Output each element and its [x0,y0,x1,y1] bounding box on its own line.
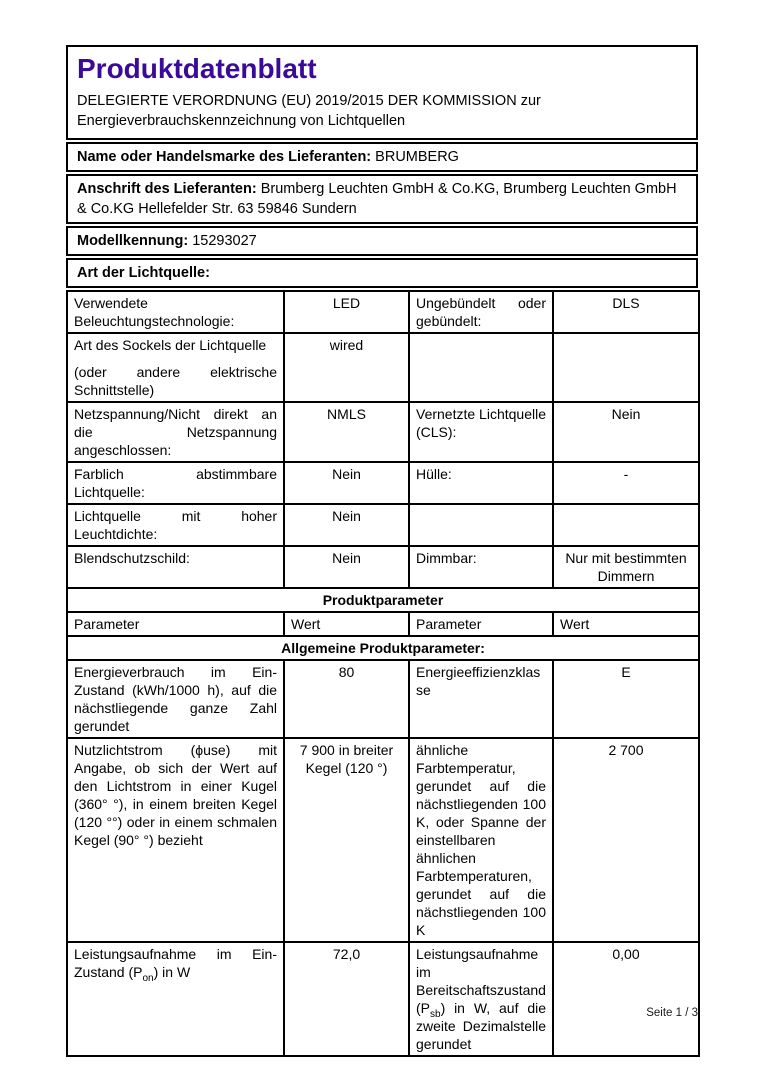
parameters-table [66,290,700,1057]
parameter-cell: Hülle: [409,462,553,504]
column-header: Parameter [409,612,553,636]
parameter-cell: Nutzlichtstrom (ϕuse) mit Angabe, ob sich der Wert auf den Lichtstrom in einer Kugel (360° °), in einem breiten Kegel (120 °°) oder in einem schmalen Kegel (90° °) bezieht [67,738,284,942]
subsection-header-row [67,636,699,660]
section-header-row [67,588,699,612]
table-row [67,660,699,738]
parameter-cell: Verwendete Beleuchtungstechnologie: [67,291,284,333]
table-row [67,504,699,546]
parameter-text-line2: (oder andere elektrische Schnittstelle) [74,364,277,398]
regulation-subtitle: DELEGIERTE VERORDNUNG (EU) 2019/2015 DER KOMMISSION zur Energieverbrauchskennzeichnung von Lichtquellen [77,93,541,129]
product-parameters-title: Produktparameter [67,588,699,612]
table-row [67,942,699,1056]
table-row [67,738,699,942]
page-title: Produktdatenblatt [77,53,317,84]
value-cell: Nein [553,402,699,462]
parameter-cell: Energieverbrauch im Ein-Zustand (kWh/1000 h), auf die nächstliegende ganze Zahl gerundet [67,660,284,738]
value-cell: NMLS [284,402,409,462]
supplier-address-box [66,174,698,224]
model-id-value: 15293027 [192,233,257,249]
document-page [66,45,698,1057]
parameter-cell: Leistungsaufnahme im Ein-Zustand $(P_{on})$ in W [67,942,284,1056]
model-id-box [66,226,698,256]
parameter-cell: Farblich abstimmbare Lichtquelle: [67,462,284,504]
parameter-cell: Energieeffizienzklasse [409,660,553,738]
value-cell: Nur mit bestimmten Dimmern [553,546,699,588]
value-cell: Nein [284,462,409,504]
value-cell: 72,0 [284,942,409,1056]
value-cell: DLS [553,291,699,333]
parameter-cell: Vernetzte Lichtquelle (CLS): [409,402,553,462]
parameter-cell: ähnliche Farbtemperatur, gerundet auf die nächstliegenden 100 K, oder Spanne der einstellbaren ähnlichen Farbtemperaturen, gerundet auf die nächstliegenden 100 K [409,738,553,942]
column-header-row [67,612,699,636]
general-parameters-title: Allgemeine Produktparameter: [67,636,699,660]
column-header: Parameter [67,612,284,636]
parameter-text-line1: Art des Sockels der Lichtquelle [74,337,267,353]
value-cell: Nein [284,546,409,588]
table-row [67,402,699,462]
column-header: Wert [553,612,699,636]
light-source-section-box [66,258,698,288]
parameter-cell: Ungebündelt oder gebündelt: [409,291,553,333]
parameter-cell: Lichtquelle mit hoher Leuchtdichte: [67,504,284,546]
value-cell: 0,00 [553,942,699,1056]
value-cell: 7 900 in breiter Kegel (120 °) [284,738,409,942]
table-row [67,291,699,333]
value-cell [553,504,699,546]
parameter-cell [67,333,284,402]
parameter-cell: Blendschutzschild: [67,546,284,588]
table-row [67,546,699,588]
supplier-name-label: Name oder Handelsmarke des Lieferanten: [77,149,372,165]
parameter-cell [409,504,553,546]
page-number: Seite 1 / 3 [646,1007,698,1019]
parameter-cell: Netzspannung/Nicht direkt an die Netzspannung angeschlossen: [67,402,284,462]
model-id-label: Modellkennung: [77,233,189,249]
value-cell: wired [284,333,409,402]
supplier-address-value: Brumberg Leuchten GmbH & Co.KG, Brumberg Leuchten GmbH & Co.KG Hellefelder Str. 63 59846 Sundern [77,181,677,217]
parameter-cell: Dimmbar: [409,546,553,588]
parameter-cell: Leistungsaufnahme im Bereitschaftszustand $(P_{sb})$ in W, auf die zweite Dezimalstelle gerundet [409,942,553,1056]
value-cell: LED [284,291,409,333]
table-row [67,462,699,504]
table-row [67,333,699,402]
value-cell: Nein [284,504,409,546]
supplier-name-value: BRUMBERG [375,149,459,165]
title-block [66,45,698,140]
value-cell: 2 700 [553,738,699,942]
parameter-cell [409,333,553,402]
value-cell: E [553,660,699,738]
light-source-section-label: Art der Lichtquelle: [77,265,210,281]
value-cell: - [553,462,699,504]
value-cell: 80 [284,660,409,738]
column-header: Wert [284,612,409,636]
supplier-name-box [66,142,698,172]
value-cell [553,333,699,402]
supplier-address-label: Anschrift des Lieferanten: [77,181,257,197]
